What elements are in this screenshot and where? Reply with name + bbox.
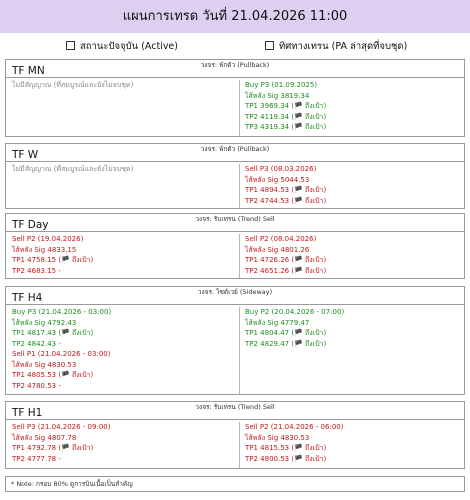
direction-checkbox[interactable] xyxy=(265,40,407,54)
signal-line: TP1 4894.53 (🏴 ถึงเป้า) xyxy=(245,186,327,194)
signal-line: TP1 3969.34 (🏴 ถึงเป้า) xyxy=(245,102,327,110)
section-tf-w xyxy=(5,143,465,209)
signal-line: TP3 4319.34 (🏴 ถึงเป้า) xyxy=(245,123,327,131)
signal-line: TP2 4780.53 - xyxy=(12,381,61,390)
signal-line: TP1 4815.53 (🏴 ถึงเป้า) xyxy=(245,444,327,452)
signal-line: Sell P3 (08.03.2026) xyxy=(245,165,317,173)
signal-line: TP2 4777.78 - xyxy=(12,454,61,463)
timeframe-label: TF H1 xyxy=(12,407,43,419)
signal-line: Sell P2 (08.04.2026) xyxy=(245,235,317,243)
current-status-column xyxy=(6,307,239,394)
signal-line: ไส้หลัง Sig 4833.15 xyxy=(12,245,77,254)
signal-line: ไส้หลัง Sig 4779.47 xyxy=(245,318,310,327)
signal-line: TP1 4805.53 (🏴 ถึงเป้า) xyxy=(12,371,94,379)
signal-line: ไส้หลัง Sig 4801.26 xyxy=(245,245,310,254)
cycle-label: วงจร: พักตัว (Pullback) xyxy=(200,61,270,69)
current-status-column xyxy=(6,234,239,278)
cycle-label: วงจร: รับเทรน (Trend) Sell xyxy=(195,215,275,223)
checkbox-icon xyxy=(265,41,274,50)
direction-checkbox-label: ทิศทางเทรน (PA ล่าสุดที่จบชุด) xyxy=(279,41,408,52)
section-tf-h1 xyxy=(5,401,465,469)
cycle-label: วงจร: ไซด์เวย์ (Sideway) xyxy=(197,288,273,296)
signal-line: ไส้หลัง Sig 3819.34 xyxy=(245,91,310,100)
signal-line: TP1 4758.15 (🏴 ถึงเป้า) xyxy=(12,256,94,264)
timeframe-label: TF Day xyxy=(12,219,49,231)
signal-line: ไส้หลัง Sig 4830.53 xyxy=(12,360,77,369)
cycle-label: วงจร: พักตัว (Pullback) xyxy=(200,145,270,153)
signal-line: ไส้หลัง Sig 5044.53 xyxy=(245,175,310,184)
timeframe-label: TF MN xyxy=(12,65,45,77)
section-tf-mn xyxy=(5,59,465,137)
signal-line: TP1 4804.47 (🏴 ถึงเป้า) xyxy=(245,329,327,337)
timeframe-label: TF W xyxy=(12,149,39,161)
signal-line: Sell P2 (21.04.2026 - 06:00) xyxy=(245,423,344,431)
signal-line: TP2 4800.53 (🏴 ถึงเป้า) xyxy=(245,454,327,463)
signal-line: TP1 4792.78 (🏴 ถึงเป้า) xyxy=(12,444,94,452)
section-header xyxy=(6,402,464,420)
active-checkbox-label: สถานะปัจจุบัน (Active) xyxy=(80,41,178,52)
current-status-column xyxy=(6,164,239,208)
signal-line: Sell P1 (21.04.2026 - 03:00) xyxy=(12,350,111,358)
signal-line: TP2 4744.53 (🏴 ถึงเป้า) xyxy=(245,196,327,205)
section-header xyxy=(6,287,464,305)
signal-line: TP2 4842.43 - xyxy=(12,339,61,348)
signal-line: TP2 4651.26 (🏴 ถึงเป้า) xyxy=(245,266,327,275)
signal-line: TP2 4119.34 (🏴 ถึงเป้า) xyxy=(245,112,327,121)
signal-line: Buy P2 (20.04.2026 - 07:00) xyxy=(245,308,345,316)
signal-line: ไม่มีสัญญาณ (ที่สมบูรณ์และยังไม่จบชุด) xyxy=(12,81,134,89)
section-tf-day xyxy=(5,213,465,279)
current-status-column xyxy=(6,422,239,468)
page-title: แผนการเทรด วันที่ 21.04.2026 11:00 xyxy=(0,0,470,33)
trend-direction-column xyxy=(239,422,466,468)
section-header xyxy=(6,60,464,78)
timeframe-label: TF H4 xyxy=(12,292,43,304)
signal-line: TP1 4817.43 (🏴 ถึงเป้า) xyxy=(12,329,94,337)
footer-note: * Note: กรอบ 80% ดูการบินเนื้อเป็นสำคัญ xyxy=(5,476,465,492)
trend-direction-column xyxy=(239,80,466,136)
current-status-column xyxy=(6,80,239,136)
signal-line: ไม่มีสัญญาณ (ที่สมบูรณ์และยังไม่จบชุด) xyxy=(12,165,134,173)
section-tf-h4 xyxy=(5,286,465,395)
section-header xyxy=(6,214,464,232)
signal-line: ไส้หลัง Sig 4807.78 xyxy=(12,433,77,442)
trend-direction-column xyxy=(239,234,466,278)
signal-line: TP2 4683.15 - xyxy=(12,266,61,275)
signal-line: ไส้หลัง Sig 4792.43 xyxy=(12,318,77,327)
trend-direction-column xyxy=(239,164,466,208)
cycle-label: วงจร: รับเทรน (Trend) Sell xyxy=(195,403,275,411)
section-header xyxy=(6,144,464,162)
checkbox-icon xyxy=(66,41,75,50)
signal-line: Sell P2 (19.04.2026) xyxy=(12,235,84,243)
active-checkbox[interactable] xyxy=(66,40,178,54)
signal-line: TP2 4829.47 (🏴 ถึงเป้า) xyxy=(245,339,327,348)
signal-line: Sell P3 (21.04.2026 - 09:00) xyxy=(12,423,111,431)
trend-direction-column xyxy=(239,307,466,394)
status-filters xyxy=(0,40,470,54)
signal-line: Buy P3 (01.09.2025) xyxy=(245,81,318,89)
signal-line: Buy P3 (21.04.2026 - 03:00) xyxy=(12,308,112,316)
signal-line: TP1 4726.26 (🏴 ถึงเป้า) xyxy=(245,256,327,264)
signal-line: ไส้หลัง Sig 4830.53 xyxy=(245,433,310,442)
